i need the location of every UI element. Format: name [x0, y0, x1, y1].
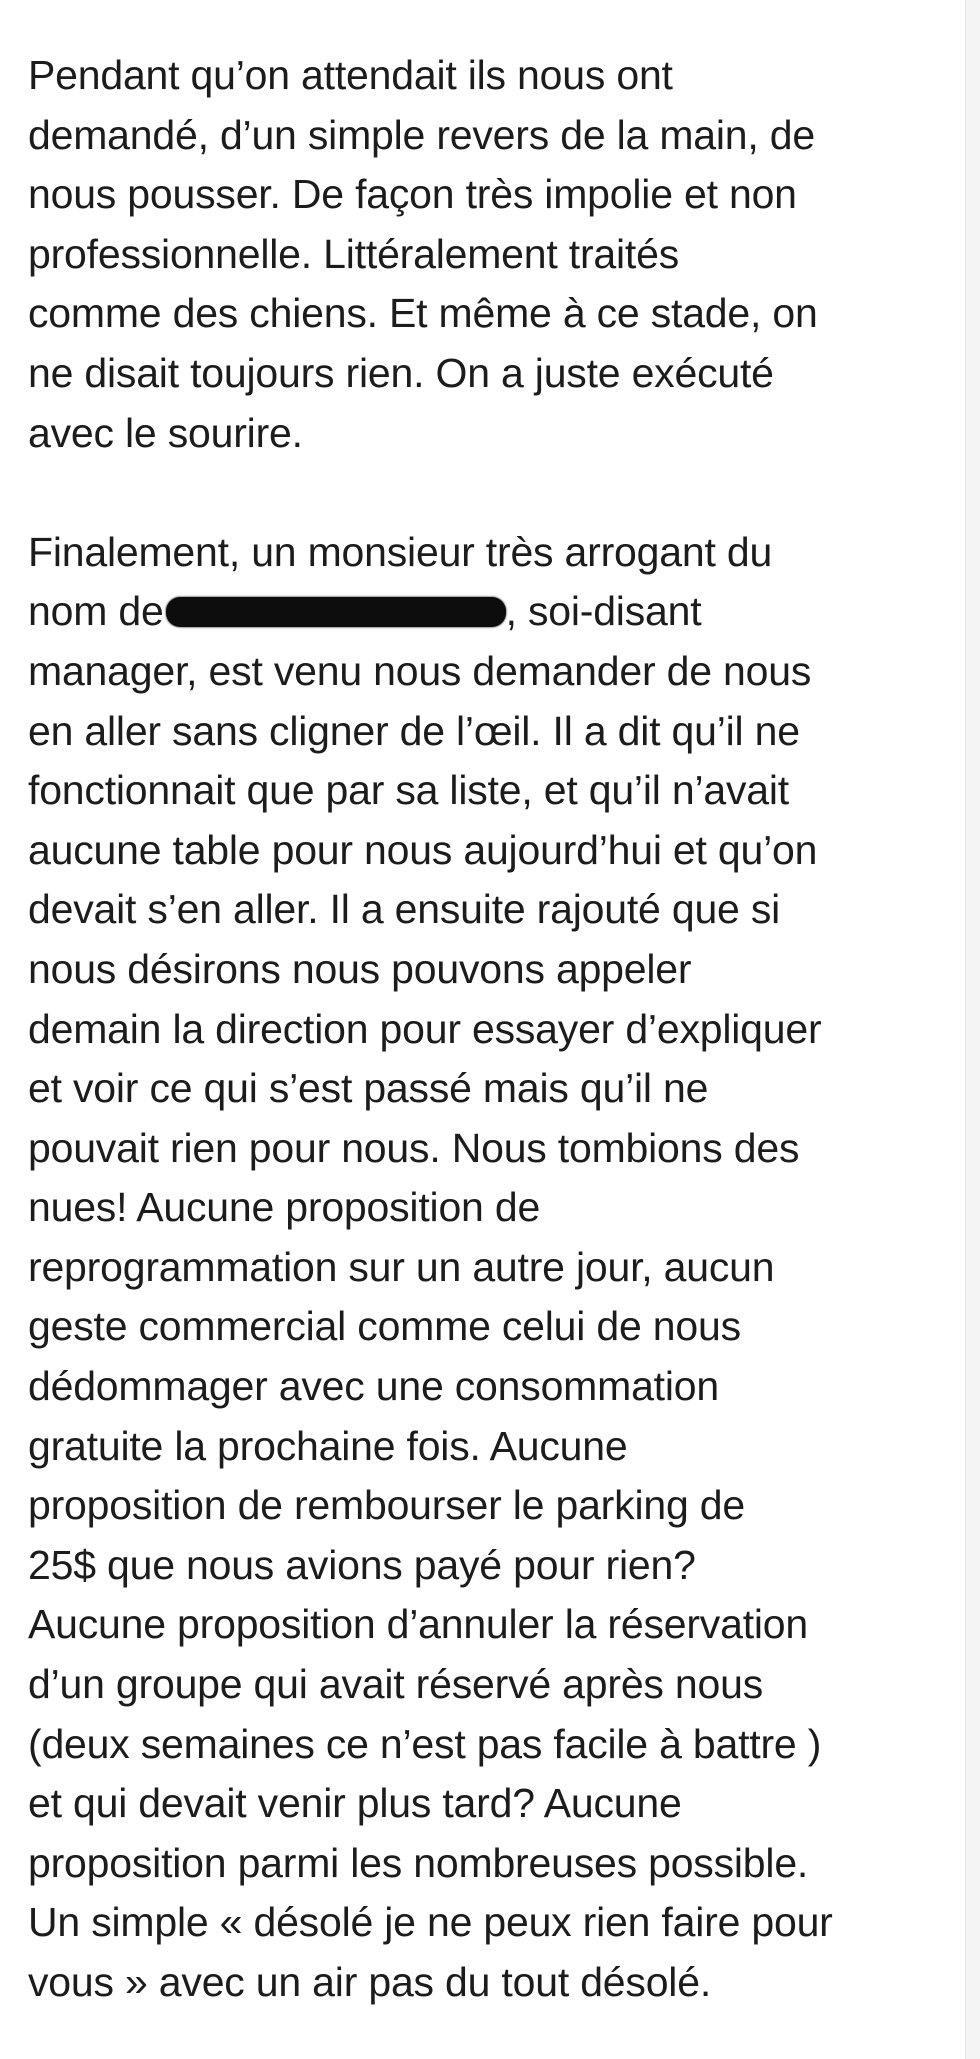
text-line: comme des chiens. Et même à ce stade, on — [28, 290, 818, 337]
redacted-name — [166, 597, 506, 627]
post-text — [28, 46, 948, 2013]
text-line: professionnelle. Littéralement traités — [28, 230, 680, 277]
text-line: Finalement, un monsieur très arrogant du — [28, 528, 773, 575]
text-line: avec le sourire. — [28, 409, 303, 456]
text-line: proposition parmi les nombreuses possible. — [28, 1839, 809, 1886]
paragraph-manager — [28, 523, 948, 2013]
text-line: gratuite la prochaine fois. Aucune — [28, 1422, 628, 1469]
text-line: et qui devait venir plus tard? Aucune — [28, 1780, 682, 1827]
text-line: demain la direction pour essayer d’expliquer — [28, 1005, 822, 1052]
text-line: en aller sans cligner de l’œil. Il a dit qu’il ne — [28, 707, 800, 754]
paragraph-spacer — [28, 463, 948, 523]
text-line: nous désirons nous pouvons appeler — [28, 945, 692, 992]
text-line: vous » avec un air pas du tout désolé. — [28, 1959, 712, 2005]
text-line: Un simple « désolé je ne peux rien faire pour — [28, 1899, 833, 1946]
text-line: Aucune proposition d’annuler la réservation — [28, 1601, 809, 1648]
text-line: fonctionnait que par sa liste, et qu’il n’avait — [28, 767, 789, 814]
text-line: dédommager avec une consommation — [28, 1363, 719, 1410]
scrollbar-track[interactable] — [965, 0, 980, 2059]
text-line: nous pousser. De façon très impolie et non — [28, 171, 797, 218]
paragraph-waiting — [28, 46, 948, 463]
text-line: aucune table pour nous aujourd’hui et qu’on — [28, 826, 818, 873]
text-line: 25$ que nous avions payé pour rien? — [28, 1541, 696, 1588]
text-fragment: , soi-disant — [505, 588, 702, 635]
text-line: demandé, d’un simple revers de la main, de — [28, 111, 815, 158]
text-line: Pendant qu’on attendait ils nous ont — [28, 52, 673, 98]
text-line: nues! Aucune proposition de — [28, 1184, 541, 1231]
text-line: manager, est venu nous demander de nous — [28, 647, 812, 694]
text-line: ne disait toujours rien. On a juste exécuté — [28, 349, 774, 396]
text-line: proposition de rembourser le parking de — [28, 1482, 745, 1529]
text-line: d’un groupe qui avait réservé après nous — [28, 1661, 764, 1708]
text-fragment: nom de — [28, 588, 164, 635]
text-line: pouvait rien pour nous. Nous tombions des — [28, 1124, 800, 1171]
text-line: geste commercial comme celui de nous — [28, 1303, 741, 1350]
text-line: et voir ce qui s’est passé mais qu’il ne — [28, 1065, 709, 1112]
text-line: reprogrammation sur un autre jour, aucun — [28, 1243, 775, 1290]
text-line: (deux semaines ce n’est pas facile à battre ) — [28, 1720, 822, 1767]
text-line-with-redaction — [28, 582, 948, 642]
text-line: devait s’en aller. Il a ensuite rajouté que si — [28, 886, 781, 933]
